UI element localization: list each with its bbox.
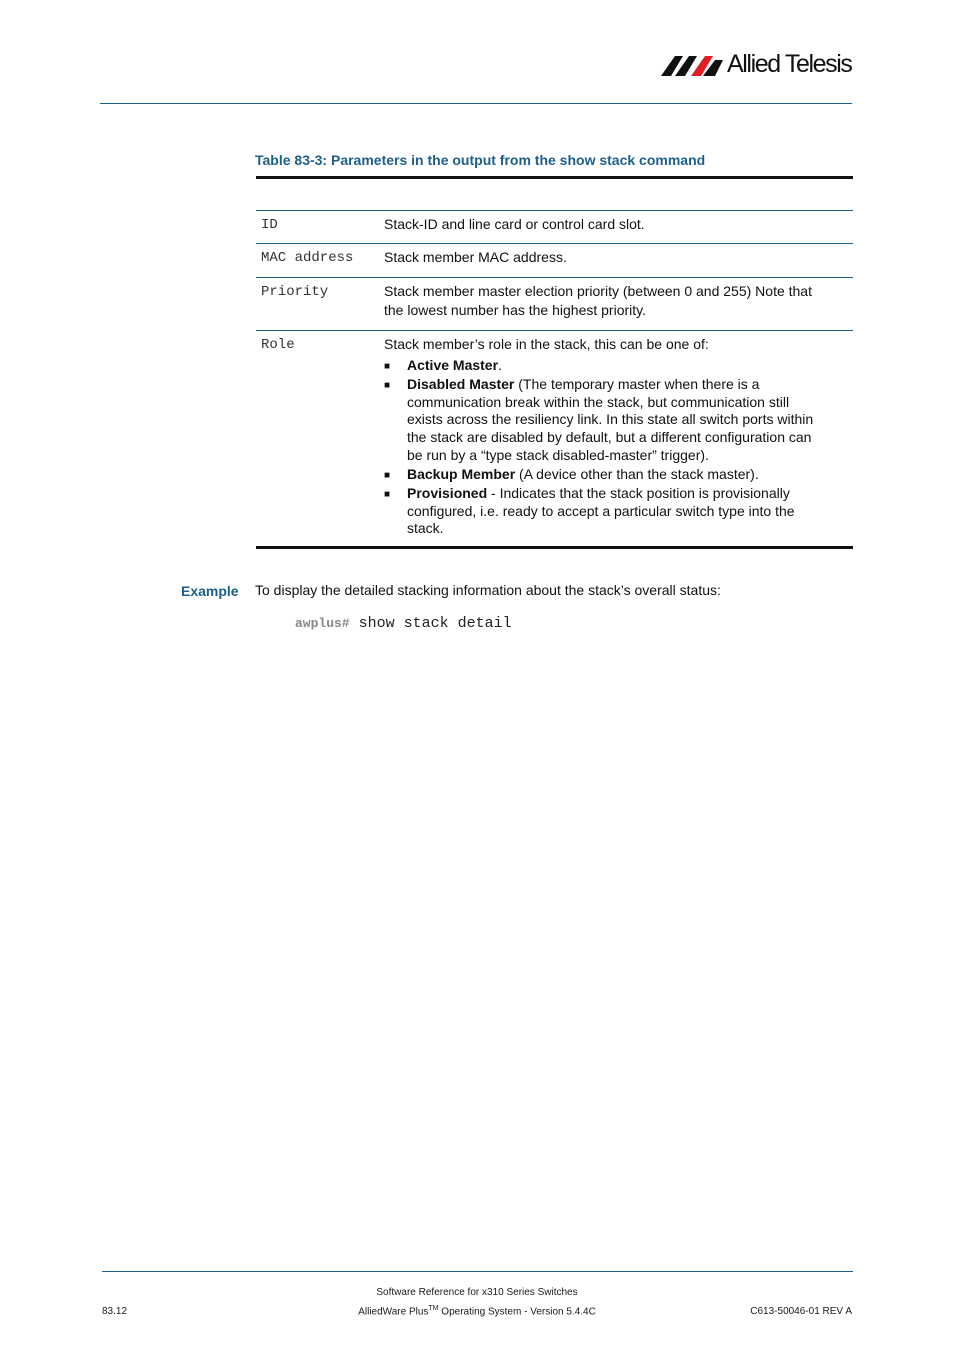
role-bullet-backup-member: Backup Member (A device other than the stack master). [407,466,759,482]
role-bullet-disabled-master: Disabled Master (The temporary master when there is a [407,376,760,392]
role-bullet-disabled-master-line: be run by a “type stack disabled-master” trigger). [407,447,709,463]
footer-version: AlliedWare Plus™ Operating System - Version 5.4.4C [358,1305,596,1318]
param-id: ID [261,217,278,233]
example-command [295,615,512,632]
table-row-rule [256,277,853,278]
param-role: Role [261,337,295,353]
table-top-rule [256,176,853,179]
param-mac-address: MAC address [261,250,354,266]
role-bullet-provisioned-line: configured, i.e. ready to accept a particular switch type into the [407,503,795,519]
example-text: To display the detailed stacking information about the stack’s overall status: [255,582,721,598]
page-number: 83.12 [102,1306,128,1317]
logo-text: Allied Telesis [727,50,852,78]
table-row-rule [256,210,853,211]
footer-rule [102,1271,853,1272]
square-bullet-icon: ■ [384,361,391,372]
param-priority-desc-2: the lowest number has the highest priority. [384,302,646,318]
role-bullet-active-master: Active Master. [407,357,502,373]
role-bullet-disabled-master-line: exists across the resiliency link. In this state all switch ports within [407,411,814,427]
square-bullet-icon: ■ [384,489,391,500]
table-row-rule [256,243,853,244]
role-bullet-disabled-master-line: the stack are disabled by default, but a different configuration can [407,429,812,445]
square-bullet-icon: ■ [384,380,391,391]
role-bullet-provisioned: Provisioned - Indicates that the stack position is provisionally [407,485,790,501]
header-rule [100,103,852,104]
param-priority-desc-1: Stack member master election priority (between 0 and 255) Note that [384,283,812,299]
table-bottom-rule [256,546,853,549]
param-id-desc: Stack-ID and line card or control card slot. [384,216,645,232]
table-title: Table 83-3: Parameters in the output from the show stack command [255,152,706,168]
param-mac-address-desc: Stack member MAC address. [384,249,567,265]
example-label: Example [181,583,239,599]
param-role-desc: Stack member’s role in the stack, this can be one of: [384,336,709,352]
param-priority: Priority [261,284,329,300]
document-id: C613-50046-01 REV A [750,1306,852,1317]
role-bullet-disabled-master-line: communication break within the stack, but communication still [407,394,790,410]
square-bullet-icon: ■ [384,470,391,481]
footer-title: Software Reference for x310 Series Switches [376,1287,578,1298]
allied-telesis-logo [661,50,856,80]
cli-prompt: awplus# [295,616,350,631]
logo-mark-icon [661,54,727,80]
cli-command: show stack detail [358,615,512,632]
table-row-rule [256,330,853,331]
role-bullet-provisioned-line: stack. [407,520,444,536]
